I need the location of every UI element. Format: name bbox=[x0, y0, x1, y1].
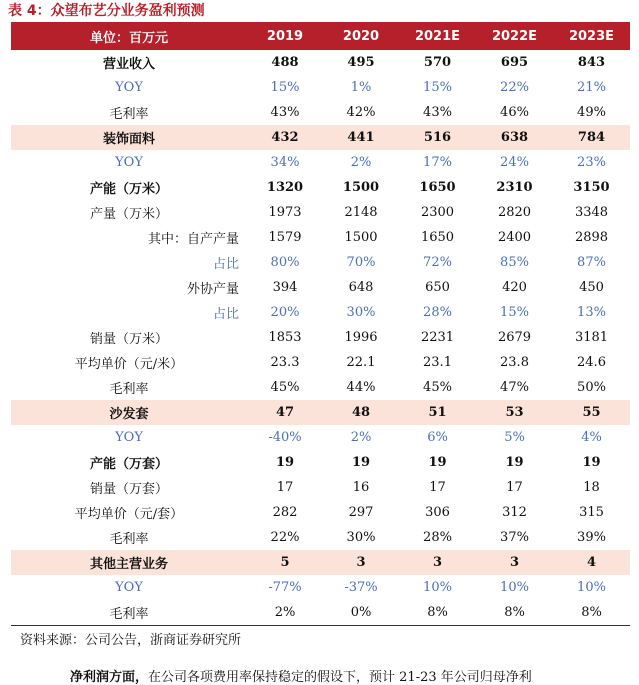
value-cell: 3348 bbox=[574, 205, 609, 220]
value-cell: 80% bbox=[270, 255, 300, 270]
value-cell: 2679 bbox=[497, 330, 532, 345]
value-cell: 784 bbox=[553, 125, 630, 150]
row-label: YOY bbox=[115, 155, 143, 170]
table-row bbox=[11, 100, 630, 125]
value-cell: 19 bbox=[351, 455, 371, 470]
forecast-table bbox=[11, 22, 630, 626]
value-cell: 420 bbox=[502, 280, 527, 295]
year-header: 2022E bbox=[476, 22, 553, 50]
value-cell: 2898 bbox=[574, 230, 609, 245]
value-cell: 47 bbox=[247, 400, 323, 425]
value-cell: 15% bbox=[423, 80, 452, 95]
row-label: 毛利率 bbox=[11, 600, 247, 626]
value-cell: 48 bbox=[323, 400, 399, 425]
value-cell: 19 bbox=[582, 455, 601, 470]
value-cell: 3 bbox=[399, 550, 476, 575]
table-title: 表 4：众望布艺分业务盈利预测 bbox=[8, 3, 205, 19]
row-label: 其他主营业务 bbox=[11, 550, 247, 575]
value-cell: 648 bbox=[348, 280, 374, 295]
row-label: 其中：自产产量 bbox=[147, 232, 239, 247]
table-row bbox=[11, 600, 630, 626]
value-cell: 17% bbox=[423, 155, 452, 170]
table-row bbox=[11, 425, 630, 450]
value-cell: 3150 bbox=[573, 180, 610, 195]
value-cell: 1650 bbox=[420, 230, 455, 245]
value-cell: 1973 bbox=[268, 205, 302, 220]
value-cell: 46% bbox=[500, 105, 529, 120]
row-label: 平均单价（元/米） bbox=[74, 357, 184, 372]
value-cell: 15% bbox=[270, 80, 300, 95]
value-cell: 843 bbox=[577, 55, 606, 70]
paragraph-lead: 净利润方面， bbox=[70, 670, 149, 685]
value-cell: 1579 bbox=[268, 230, 302, 245]
value-cell: 450 bbox=[579, 280, 604, 295]
value-cell: 1500 bbox=[342, 180, 380, 195]
value-cell: 19 bbox=[275, 455, 295, 470]
value-cell: 44% bbox=[346, 380, 376, 395]
value-cell: 8% bbox=[399, 600, 476, 626]
unit-header: 单位：百万元 bbox=[11, 22, 247, 50]
year-header: 2019 bbox=[247, 22, 323, 50]
table-row bbox=[11, 525, 630, 550]
value-cell: 22% bbox=[270, 530, 300, 545]
value-cell: 49% bbox=[577, 105, 606, 120]
value-cell: 34% bbox=[270, 155, 300, 170]
value-cell: 488 bbox=[271, 55, 299, 70]
value-cell: 1853 bbox=[268, 330, 302, 345]
value-cell: 2231 bbox=[420, 330, 455, 345]
value-cell: 47% bbox=[500, 380, 529, 395]
value-cell: 8% bbox=[553, 600, 630, 626]
value-cell: 10% bbox=[423, 580, 452, 595]
value-cell: 516 bbox=[399, 125, 476, 150]
value-cell: 17 bbox=[506, 480, 523, 495]
value-cell: 1% bbox=[350, 80, 372, 95]
row-label: 外协产量 bbox=[186, 282, 239, 297]
value-cell: 39% bbox=[577, 530, 606, 545]
year-header: 2020 bbox=[323, 22, 399, 50]
value-cell: 2310 bbox=[496, 180, 533, 195]
row-label: 营业收入 bbox=[102, 57, 155, 72]
value-cell: 650 bbox=[425, 280, 450, 295]
value-cell: 8% bbox=[476, 600, 553, 626]
row-label: 毛利率 bbox=[109, 382, 149, 397]
table-row bbox=[11, 375, 630, 400]
value-cell: 43% bbox=[270, 105, 300, 120]
value-cell: 570 bbox=[423, 55, 452, 70]
value-cell: 306 bbox=[425, 505, 450, 520]
value-cell: 394 bbox=[272, 280, 298, 295]
value-cell: 30% bbox=[346, 305, 376, 320]
value-cell: 51 bbox=[399, 400, 476, 425]
value-cell: -40% bbox=[268, 430, 302, 445]
header-row bbox=[11, 22, 630, 50]
source-note: 资料来源：公司公告，浙商证券研究所 bbox=[20, 633, 242, 648]
value-cell: 19 bbox=[505, 455, 524, 470]
table-row bbox=[11, 450, 630, 475]
value-cell: 10% bbox=[500, 580, 529, 595]
row-label: 装饰面料 bbox=[11, 125, 247, 150]
value-cell: -77% bbox=[268, 580, 302, 595]
value-cell: 2% bbox=[247, 600, 323, 626]
row-label: 沙发套 bbox=[11, 400, 247, 425]
row-label: 占比 bbox=[212, 257, 239, 272]
table-body bbox=[11, 50, 630, 626]
value-cell: 4% bbox=[581, 430, 602, 445]
paragraph-text: 在公司各项费用率保持稳定的假设下，预计 21-23 年公司归母净利 bbox=[148, 670, 532, 685]
value-cell: 432 bbox=[247, 125, 323, 150]
value-cell: 37% bbox=[500, 530, 529, 545]
value-cell: 24.6 bbox=[577, 355, 606, 370]
value-cell: 24% bbox=[500, 155, 529, 170]
value-cell: 441 bbox=[323, 125, 399, 150]
table-row bbox=[11, 150, 630, 175]
value-cell: 53 bbox=[476, 400, 553, 425]
table-row bbox=[11, 50, 630, 75]
value-cell: 87% bbox=[577, 255, 606, 270]
value-cell: 20% bbox=[270, 305, 300, 320]
value-cell: 3 bbox=[323, 550, 399, 575]
body-paragraph-fragment bbox=[70, 666, 532, 685]
value-cell: 2% bbox=[350, 155, 372, 170]
value-cell: 23.1 bbox=[423, 355, 452, 370]
value-cell: -37% bbox=[344, 580, 378, 595]
row-label: YOY bbox=[115, 580, 143, 595]
value-cell: 85% bbox=[500, 255, 529, 270]
value-cell: 30% bbox=[346, 530, 376, 545]
value-cell: 72% bbox=[423, 255, 452, 270]
value-cell: 1996 bbox=[344, 330, 378, 345]
row-label: 毛利率 bbox=[109, 532, 149, 547]
row-label: YOY bbox=[115, 80, 143, 95]
value-cell: 28% bbox=[423, 305, 452, 320]
value-cell: 18 bbox=[583, 480, 600, 495]
value-cell: 17 bbox=[429, 480, 446, 495]
year-header: 2021E bbox=[399, 22, 476, 50]
table-row bbox=[11, 275, 630, 300]
table-row bbox=[11, 350, 630, 375]
value-cell: 15% bbox=[500, 305, 529, 320]
value-cell: 22% bbox=[500, 80, 529, 95]
value-cell: 16 bbox=[352, 480, 370, 495]
value-cell: 297 bbox=[348, 505, 374, 520]
table-row bbox=[11, 175, 630, 200]
value-cell: 282 bbox=[272, 505, 298, 520]
value-cell: 43% bbox=[423, 105, 452, 120]
row-label: 产量（万米） bbox=[89, 207, 168, 222]
table-row bbox=[11, 300, 630, 325]
value-cell: 55 bbox=[553, 400, 630, 425]
value-cell: 4 bbox=[553, 550, 630, 575]
value-cell: 495 bbox=[347, 55, 375, 70]
value-cell: 2400 bbox=[497, 230, 532, 245]
value-cell: 1650 bbox=[419, 180, 456, 195]
row-label: 销量（万套） bbox=[89, 482, 168, 497]
value-cell: 638 bbox=[476, 125, 553, 150]
value-cell: 70% bbox=[346, 255, 376, 270]
table-row bbox=[11, 250, 630, 275]
value-cell: 1500 bbox=[344, 230, 378, 245]
value-cell: 3181 bbox=[574, 330, 609, 345]
value-cell: 6% bbox=[427, 430, 448, 445]
value-cell: 23.3 bbox=[270, 355, 300, 370]
row-label: 平均单价（元/套） bbox=[74, 507, 184, 522]
row-label: 毛利率 bbox=[109, 107, 149, 122]
table-row bbox=[11, 500, 630, 525]
year-header: 2023E bbox=[553, 22, 630, 50]
table-row bbox=[11, 325, 630, 350]
table-row bbox=[11, 575, 630, 600]
table-row bbox=[11, 225, 630, 250]
table-row bbox=[11, 75, 630, 100]
value-cell: 21% bbox=[577, 80, 606, 95]
table-row bbox=[11, 400, 630, 425]
value-cell: 2% bbox=[350, 430, 372, 445]
value-cell: 45% bbox=[423, 380, 452, 395]
value-cell: 28% bbox=[423, 530, 452, 545]
row-label: 销量（万米） bbox=[89, 332, 168, 347]
value-cell: 2300 bbox=[420, 205, 455, 220]
value-cell: 0% bbox=[323, 600, 399, 626]
value-cell: 5% bbox=[504, 430, 525, 445]
value-cell: 3 bbox=[476, 550, 553, 575]
row-label: 产能（万套） bbox=[89, 457, 168, 472]
table-row bbox=[11, 200, 630, 225]
value-cell: 5 bbox=[247, 550, 323, 575]
value-cell: 2820 bbox=[497, 205, 532, 220]
value-cell: 50% bbox=[577, 380, 606, 395]
value-cell: 22.1 bbox=[346, 355, 376, 370]
value-cell: 45% bbox=[270, 380, 300, 395]
value-cell: 42% bbox=[346, 105, 376, 120]
value-cell: 695 bbox=[500, 55, 529, 70]
row-label: 产能（万米） bbox=[89, 182, 168, 197]
row-label: 占比 bbox=[212, 307, 239, 322]
value-cell: 1320 bbox=[266, 180, 304, 195]
value-cell: 315 bbox=[579, 505, 604, 520]
row-label: YOY bbox=[115, 430, 143, 445]
table-row bbox=[11, 550, 630, 575]
value-cell: 2148 bbox=[344, 205, 378, 220]
value-cell: 13% bbox=[577, 305, 606, 320]
value-cell: 17 bbox=[276, 480, 294, 495]
value-cell: 10% bbox=[577, 580, 606, 595]
table-row bbox=[11, 125, 630, 150]
value-cell: 19 bbox=[428, 455, 447, 470]
value-cell: 23% bbox=[577, 155, 606, 170]
value-cell: 312 bbox=[502, 505, 527, 520]
table-row bbox=[11, 475, 630, 500]
value-cell: 23.8 bbox=[500, 355, 529, 370]
